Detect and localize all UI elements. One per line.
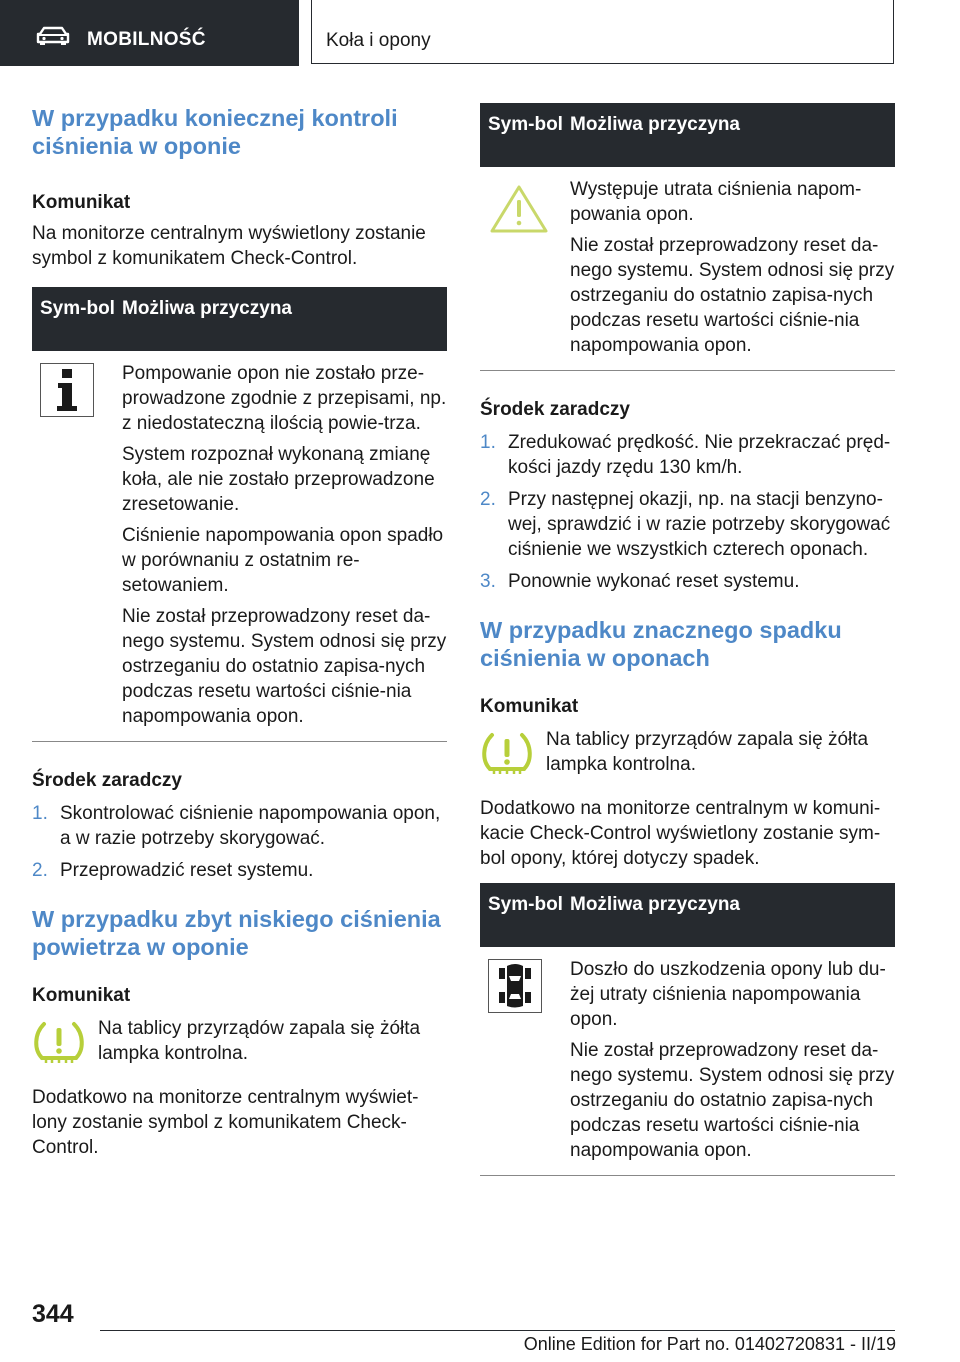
step-text: Zredukować prędkość. Nie przekraczać pręd-kości jazdy rzędu 130 km/h. — [508, 432, 891, 478]
cause-table-check-pressure — [32, 287, 447, 742]
step-number: 3. — [480, 571, 496, 592]
page-number: 344 — [32, 1300, 74, 1328]
table-col-cause: Możliwa przyczyna — [570, 894, 740, 915]
section-heading-major-drop: W przypadku znacznego spadku ciśnienia w oponach — [480, 617, 842, 671]
list-item — [480, 487, 895, 562]
table-row — [32, 351, 447, 742]
lamp-text: Na tablicy przyrządów zapala się żółta lampka kontrolna. — [546, 729, 869, 775]
edition-text: Online Edition for Part no. 01402720831 - II/19 — [523, 1334, 896, 1354]
cause-paragraph: System rozpoznał wykonaną zmianę koła, ale nie zostało przeprowadzone zresetowanie. — [122, 444, 435, 515]
chapter-box — [311, 0, 894, 64]
step-number: 1. — [480, 432, 496, 453]
section-heading-low-pressure: W przypadku zbyt niskiego ciśnienia powietrza w oponie — [32, 906, 441, 960]
cause-paragraph: Nie został przeprowadzony reset da-nego systemu. System odnosi się przy ostrzeganiu do ostatnio zapisa-nych podczas resetu wartości ciśnie-nia napompowania opon. — [570, 235, 895, 356]
cause-paragraph: Nie został przeprowadzony reset da-nego systemu. System odnosi się przy ostrzeganiu do ostatnio zapisa-nych podczas resetu wartości ciśnie-nia napompowania opon. — [122, 606, 447, 727]
list-item — [480, 569, 895, 594]
step-number: 2. — [32, 860, 48, 881]
section-heading-check-pressure: W przypadku koniecznej kontroli ciśnienia w oponie — [32, 105, 398, 159]
table-row — [480, 947, 895, 1176]
info-icon — [52, 368, 82, 412]
cause-paragraph: Nie został przeprowadzony reset da-nego systemu. System odnosi się przy ostrzeganiu do ostatnio zapisa-nych podczas resetu wartości ciśnie-nia napompowania opon. — [570, 1040, 895, 1161]
table-header — [480, 103, 895, 167]
extra-message-text: Dodatkowo na monitorze centralnym wyświet-lony zostanie symbol z komunikatem Check-Control. — [32, 1087, 419, 1158]
cause-paragraph: Pompowanie opon nie zostało prze-prowadzone zgodnie z przepisami, np. z niedostateczną ilością powie-trza. — [122, 363, 447, 434]
footer-divider — [100, 1330, 895, 1331]
cause-paragraph: Ciśnienie napompowania opon spadło w porównaniu z ostatnim re-setowaniem. — [122, 525, 444, 596]
cause-paragraph: Doszło do uszkodzenia opony lub du-żej utraty ciśnienia napompowania opon. — [570, 959, 886, 1030]
tire-pressure-warning-icon — [480, 731, 534, 777]
cause-table-major-drop — [480, 883, 895, 1176]
step-number: 2. — [480, 489, 496, 510]
table-col-cause: Możliwa przyczyna — [122, 298, 292, 319]
car-tires-symbol-box — [488, 959, 542, 1013]
table-header — [480, 883, 895, 947]
message-heading: Komunikat — [32, 192, 131, 213]
list-item — [480, 430, 895, 480]
cause-table-low-pressure — [480, 103, 895, 371]
step-text: Ponownie wykonać reset systemu. — [508, 571, 800, 592]
cause-paragraph: Występuje utrata ciśnienia napom-powania opon. — [570, 179, 862, 225]
lamp-message — [32, 1016, 447, 1071]
remedy-steps — [480, 430, 895, 594]
table-col-symbol: Sym-bol — [488, 894, 563, 915]
left-column — [32, 100, 447, 1160]
remedy-heading: Środek zaradczy — [480, 399, 630, 420]
right-column — [480, 103, 895, 1176]
step-text: Przy następnej okazji, np. na stacji benzyno-wej, sprawdzić i w razie potrzeby skorygować ciśnienie we wszystkich czterech oponach. — [508, 489, 891, 560]
section-title: MOBILNOŚĆ — [87, 29, 206, 50]
extra-message-text: Dodatkowo na monitorze centralnym w komuni-kacie Check-Control wyświetlony zostanie sym-bol opony, której dotyczy spadek. — [480, 798, 881, 869]
message-heading: Komunikat — [480, 696, 579, 717]
tire-pressure-warning-icon — [32, 1020, 86, 1066]
message-text: Na monitorze centralnym wyświetlony zostanie symbol z komunikatem Check-Control. — [32, 223, 426, 269]
message-heading: Komunikat — [32, 985, 131, 1006]
table-row — [480, 167, 895, 371]
page-header — [0, 0, 960, 66]
remedy-heading: Środek zaradczy — [32, 770, 182, 791]
list-item — [32, 858, 447, 883]
lamp-message — [480, 727, 895, 782]
list-item — [32, 801, 447, 851]
chapter-title: Koła i opony — [326, 30, 431, 51]
table-header — [32, 287, 447, 351]
step-text: Skontrolować ciśnienie napompowania opon, a w razie potrzeby skorygować. — [60, 803, 441, 849]
table-col-cause: Możliwa przyczyna — [570, 114, 740, 135]
step-text: Przeprowadzić reset systemu. — [60, 860, 314, 881]
section-tab — [0, 0, 299, 66]
table-col-symbol: Sym-bol — [488, 114, 563, 135]
car-top-view-icon — [498, 962, 532, 1010]
table-col-symbol: Sym-bol — [40, 298, 115, 319]
remedy-steps — [32, 801, 447, 883]
car-icon — [36, 26, 70, 46]
step-number: 1. — [32, 803, 48, 824]
lamp-text: Na tablicy przyrządów zapala się żółta lampka kontrolna. — [98, 1018, 421, 1064]
info-symbol-box — [40, 363, 94, 417]
warning-triangle-icon — [488, 183, 550, 235]
